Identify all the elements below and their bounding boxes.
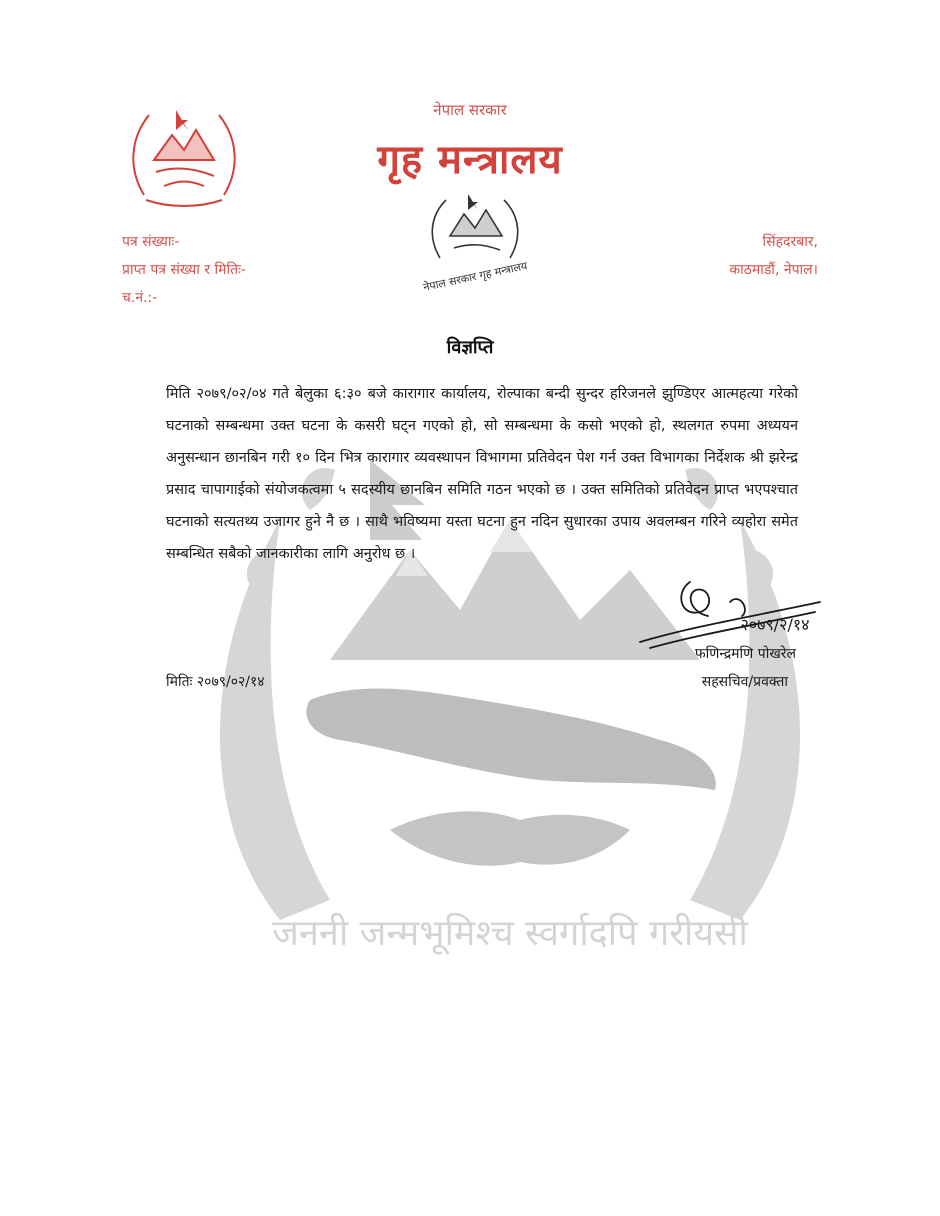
notice-body: मिति २०७९/०२/०४ गते बेलुका ६:३० बजे कारागार कार्यालय, रोल्पाका बन्दी सुन्दर हरिजनले झुण्डिएर आत्महत्या गरेको घटनाको सम्बन्धमा उक्त घटना के कसरी घट्न गएको हो, सो सम्बन्धमा के कसो भएको हो, स्थलगत रुपमा अध्ययन अनुसन्धान छानबिन गरी १० दिन भित्र कारागार व्यवस्थापन विभागमा प्रतिवेदन पेश गर्न उक्त विभागका निर्देशक श्री झरेन्द्र प्रसाद चापागाईको संयोजकत्वमा ५ सदस्यीय छानबिन समिति गठन भएको छ । उक्त समितिको प्रतिवेदन प्राप्त भएपश्चात घटनाको सत्यतथ्य उजागर हुने नै छ । साथै भविष्यमा यस्ता घटना हुन नदिन सुधारका उपाय अवलम्बन गरिने व्यहोरा समेत सम्बन्धित सबैको जानकारीका लागि अनुरोध छ ।	[166, 386, 798, 562]
watermark-motto: जननी जन्मभूमिश्च स्वर्गादपि गरीयसी	[272, 913, 748, 954]
address-line-1: सिंहदरबार,	[762, 234, 818, 250]
dispatch-number: च.नं.:-	[122, 290, 158, 306]
notice-date: मितिः २०७९/०२/१४	[166, 674, 265, 690]
ministry-seal-icon	[420, 188, 530, 300]
letter-number: पत्र संख्याः-	[122, 234, 180, 250]
address-line-2: काठमाडौं, नेपाल।	[729, 262, 818, 278]
signer-title: सहसचिव/प्रवक्ता	[701, 674, 788, 690]
handwritten-signature	[630, 572, 830, 652]
notice-title: विज्ञप्ति	[446, 337, 494, 358]
government-name: नेपाल सरकार	[433, 101, 507, 119]
signer-name: फणिन्द्रमणि पोखरेल	[694, 646, 796, 662]
signature-date: २०७९/२/१४	[740, 615, 810, 634]
ministry-name: गृह मन्त्रालय	[377, 137, 563, 183]
reference-block	[122, 228, 246, 312]
ministry-seal-text: नेपाल सरकार गृह मन्त्रालय	[422, 259, 529, 294]
received-letter-number-date: प्राप्त पत्र संख्या र मितिः-	[122, 262, 246, 278]
address-block	[729, 228, 818, 284]
